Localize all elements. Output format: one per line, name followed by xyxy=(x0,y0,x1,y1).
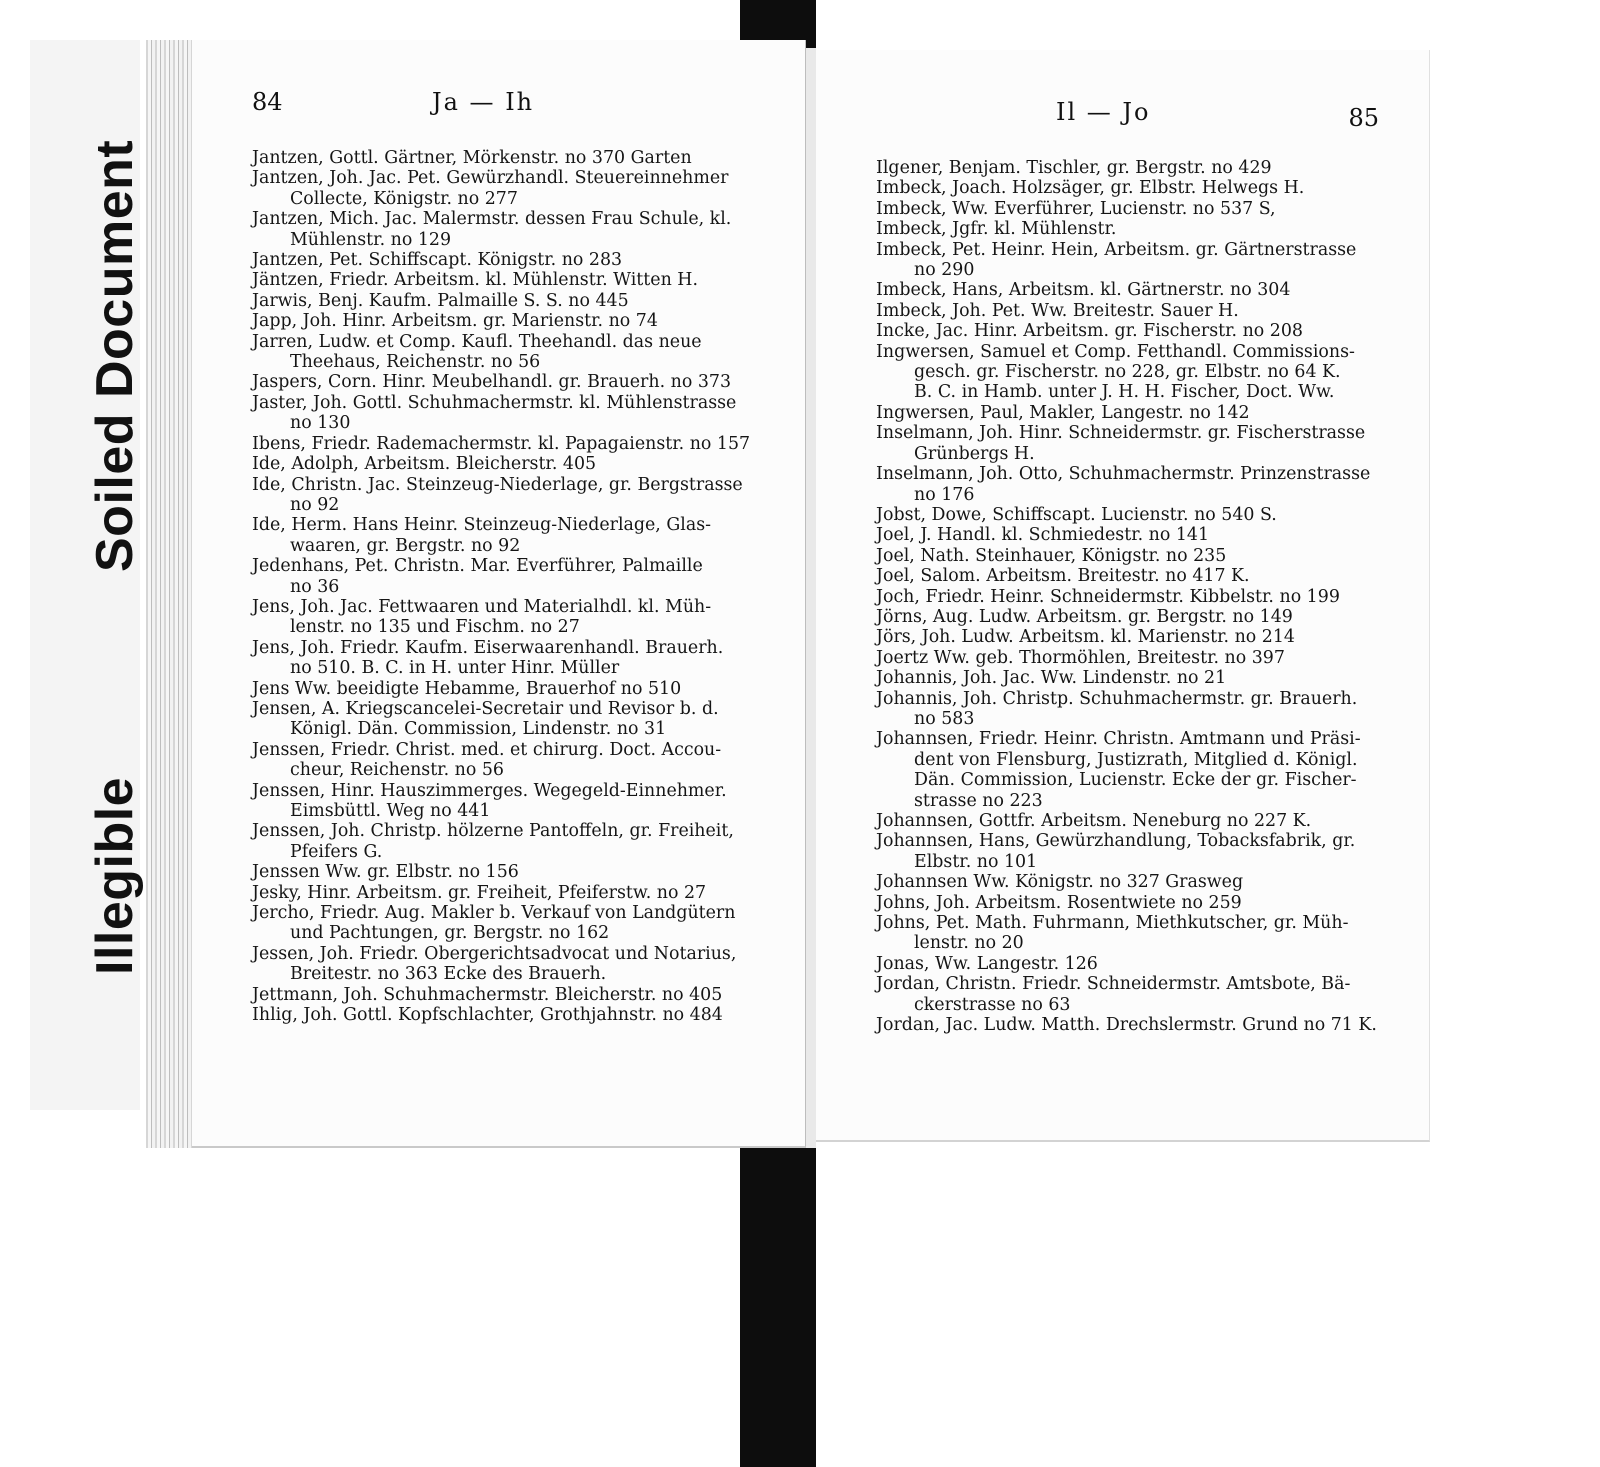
directory-entry xyxy=(876,974,1376,1015)
entry-line: Jercho, Friedr. Aug. Makler b. Verkauf von Landgütern xyxy=(252,903,736,924)
directory-entry xyxy=(876,199,1376,219)
entry-line: Jantzen, Pet. Schiffscapt. Königstr. no 283 xyxy=(252,250,623,271)
directory-entry xyxy=(252,454,752,474)
directory-entry xyxy=(252,311,752,331)
directory-entry xyxy=(252,679,752,699)
directory-entry xyxy=(252,1005,752,1025)
entry-line: Ilgener, Benjam. Tischler, gr. Bergstr. no 429 xyxy=(876,158,1272,178)
entry-line: Incke, Jac. Hinr. Arbeitsm. gr. Fischerstr. no 208 xyxy=(876,321,1303,342)
entry-line: Jenssen, Joh. Christp. hölzerne Pantoffeln, gr. Freiheit, xyxy=(252,821,734,842)
entry-continuation: ckerstrasse no 63 xyxy=(914,994,1071,1015)
directory-entry xyxy=(252,393,752,434)
page-range: Il — Jo xyxy=(1056,98,1151,126)
entry-line: Johns, Pet. Math. Fuhrmann, Miethkutscher, gr. Müh- xyxy=(876,913,1349,934)
directory-entries xyxy=(876,158,1376,1035)
page-range: Ja — Ih xyxy=(432,88,535,116)
entry-line: Inselmann, Joh. Hinr. Schneidermstr. gr. Fischerstrasse xyxy=(876,423,1366,444)
directory-entry xyxy=(876,525,1376,545)
entry-line: Japp, Joh. Hinr. Arbeitsm. gr. Marienstr. no 74 xyxy=(252,311,658,332)
directory-entry xyxy=(876,1015,1376,1035)
entry-line: Jordan, Christn. Friedr. Schneidermstr. Amtsbote, Bä- xyxy=(876,974,1351,995)
directory-entry xyxy=(252,985,752,1005)
entry-continuation: Pfeifers G. xyxy=(290,841,383,862)
entry-continuation: no 510. B. C. in H. unter Hinr. Müller xyxy=(290,658,620,679)
entry-line: Jaster, Joh. Gottl. Schuhmachermstr. kl. Mühlenstrasse xyxy=(252,392,737,413)
entry-line: Ibens, Friedr. Rademachermstr. kl. Papagaienstr. no 157 xyxy=(252,433,751,454)
directory-entry xyxy=(876,893,1376,913)
entry-line: Jobst, Dowe, Schiffscapt. Lucienstr. no 540 S. xyxy=(876,504,1277,525)
directory-entry xyxy=(252,781,752,822)
entry-continuation: strasse no 223 xyxy=(914,790,1043,811)
entry-line: Joch, Friedr. Heinr. Schneidermstr. Kibbelstr. no 199 xyxy=(876,586,1340,607)
directory-entry xyxy=(876,178,1376,198)
entry-continuation: Königl. Dän. Commission, Lindenstr. no 31 xyxy=(290,719,667,740)
directory-entry xyxy=(252,903,752,944)
directory-entry xyxy=(876,301,1376,321)
entry-line: Jens Ww. beeidigte Hebamme, Brauerhof no 510 xyxy=(252,678,682,699)
entry-line: Jäntzen, Friedr. Arbeitsm. kl. Mühlenstr. Witten H. xyxy=(252,270,698,291)
directory-entry xyxy=(252,270,752,290)
directory-entry xyxy=(252,699,752,740)
entry-line: Joertz Ww. geb. Thormöhlen, Breitestr. no 397 xyxy=(876,647,1285,668)
entry-line: Jessen, Joh. Friedr. Obergerichtsadvocat und Notarius, xyxy=(252,943,737,964)
entry-line: Jettmann, Joh. Schuhmachermstr. Bleicherstr. no 405 xyxy=(252,984,723,1005)
directory-entry xyxy=(876,648,1376,668)
directory-entry xyxy=(252,515,752,556)
directory-entry xyxy=(876,240,1376,281)
directory-entry xyxy=(252,434,752,454)
entry-line: Jesky, Hinr. Arbeitsm. gr. Freiheit, Pfeiferstw. no 27 xyxy=(252,882,707,903)
entry-continuation: Dän. Commission, Lucienstr. Ecke der gr. Fischer- xyxy=(914,770,1357,791)
entry-continuation: lenstr. no 135 und Fischm. no 27 xyxy=(290,617,580,638)
entry-line: Ide, Herm. Hans Heinr. Steinzeug-Niederlage, Glas- xyxy=(252,515,711,536)
entry-continuation: dent von Flensburg, Justizrath, Mitglied d. Königl. xyxy=(914,749,1358,770)
directory-entry xyxy=(876,607,1376,627)
directory-entry xyxy=(876,342,1376,403)
directory-entry xyxy=(876,913,1376,954)
directory-entry xyxy=(252,821,752,862)
directory-entry xyxy=(252,638,752,679)
entry-line: Imbeck, Ww. Everführer, Lucienstr. no 537 S, xyxy=(876,198,1276,219)
entry-line: Ingwersen, Samuel et Comp. Fetthandl. Commissions- xyxy=(876,341,1355,362)
directory-entry xyxy=(876,627,1376,647)
illegible-stamp: Illegible xyxy=(86,776,144,975)
entry-line: Imbeck, Joach. Holzsäger, gr. Elbstr. Helwegs H. xyxy=(876,178,1305,199)
left-page xyxy=(192,40,806,1148)
entry-line: Jenssen Ww. gr. Elbstr. no 156 xyxy=(252,862,519,883)
directory-entry xyxy=(876,158,1376,178)
left-page-header xyxy=(192,88,805,128)
directory-entry xyxy=(876,321,1376,341)
directory-entry xyxy=(876,566,1376,586)
entry-continuation: Collecte, Königstr. no 277 xyxy=(290,188,518,209)
directory-entry xyxy=(876,689,1376,730)
soiled-document-stamp: Soiled Document xyxy=(86,139,144,572)
directory-entry xyxy=(876,668,1376,688)
entry-line: Imbeck, Joh. Pet. Ww. Breitestr. Sauer H. xyxy=(876,300,1239,321)
directory-entry xyxy=(876,729,1376,811)
entry-line: Ingwersen, Paul, Makler, Langestr. no 142 xyxy=(876,402,1250,423)
entry-line: Jörns, Aug. Ludw. Arbeitsm. gr. Bergstr. no 149 xyxy=(876,606,1293,627)
entry-continuation: no 176 xyxy=(914,484,975,505)
entry-continuation: cheur, Reichenstr. no 56 xyxy=(290,760,504,781)
entry-line: Jordan, Jac. Ludw. Matth. Drechslermstr. Grund no 71 K. xyxy=(876,1015,1377,1036)
entry-line: Johannsen Ww. Königstr. no 327 Grasweg xyxy=(876,872,1244,893)
right-page-header xyxy=(816,98,1429,138)
entry-continuation: lenstr. no 20 xyxy=(914,933,1024,954)
entry-continuation: B. C. in Hamb. unter J. H. H. Fischer, Doct. Ww. xyxy=(914,382,1335,403)
directory-entry xyxy=(876,872,1376,892)
directory-entry xyxy=(252,862,752,882)
directory-entry xyxy=(876,546,1376,566)
entry-line: Joel, Salom. Arbeitsm. Breitestr. no 417 K. xyxy=(876,566,1250,587)
directory-entry xyxy=(876,464,1376,505)
page-edges xyxy=(146,40,196,1148)
directory-entry xyxy=(252,291,752,311)
directory-entry xyxy=(252,332,752,373)
entry-continuation: gesch. gr. Fischerstr. no 228, gr. Elbstr. no 64 K. xyxy=(914,362,1341,383)
directory-entry xyxy=(252,372,752,392)
entry-continuation: Eimsbüttl. Weg no 441 xyxy=(290,801,491,821)
directory-entry xyxy=(876,954,1376,974)
directory-entry xyxy=(876,423,1376,464)
entry-line: Jensen, A. Kriegscancelei-Secretair und Revisor b. d. xyxy=(252,698,719,719)
directory-entry xyxy=(252,740,752,781)
directory-entry xyxy=(876,587,1376,607)
entry-line: Jarwis, Benj. Kaufm. Palmaille S. S. no 445 xyxy=(252,290,629,311)
entry-line: Jens, Joh. Friedr. Kaufm. Eiserwaarenhandl. Brauerh. xyxy=(252,637,724,658)
entry-continuation: Mühlenstr. no 129 xyxy=(290,229,452,250)
directory-entry xyxy=(876,505,1376,525)
entry-continuation: Breitestr. no 363 Ecke des Brauerh. xyxy=(290,964,607,985)
entry-line: Johannis, Joh. Christp. Schuhmachermstr. gr. Brauerh. xyxy=(876,688,1358,709)
page-number: 85 xyxy=(1348,104,1379,132)
entry-continuation: Elbstr. no 101 xyxy=(914,851,1038,872)
entry-line: Jantzen, Joh. Jac. Pet. Gewürzhandl. Steuereinnehmer xyxy=(252,168,729,189)
entry-line: Jens, Joh. Jac. Fettwaaren und Materialhdl. kl. Müh- xyxy=(252,596,712,617)
directory-entry xyxy=(252,944,752,985)
entry-line: Imbeck, Hans, Arbeitsm. kl. Gärtnerstr. no 304 xyxy=(876,280,1291,301)
entry-line: Ide, Adolph, Arbeitsm. Bleicherstr. 405 xyxy=(252,454,597,475)
entry-line: Jonas, Ww. Langestr. 126 xyxy=(876,953,1098,974)
entry-continuation: und Pachtungen, gr. Bergstr. no 162 xyxy=(290,923,610,944)
directory-entry xyxy=(252,883,752,903)
directory-entries xyxy=(252,148,752,1025)
entry-line: Jaspers, Corn. Hinr. Meubelhandl. gr. Brauerh. no 373 xyxy=(252,372,732,393)
entry-line: Inselmann, Joh. Otto, Schuhmachermstr. Prinzenstrasse xyxy=(876,464,1371,485)
directory-entry xyxy=(252,597,752,638)
entry-line: Imbeck, Jgfr. kl. Mühlenstr. xyxy=(876,219,1117,240)
entry-line: Johannsen, Hans, Gewürzhandlung, Tobacksfabrik, gr. xyxy=(876,831,1356,852)
directory-entry xyxy=(252,209,752,250)
entry-line: Johannis, Joh. Jac. Ww. Lindenstr. no 21 xyxy=(876,668,1227,689)
directory-entry xyxy=(252,148,752,168)
directory-entry xyxy=(876,831,1376,872)
directory-entry xyxy=(876,219,1376,239)
directory-entry xyxy=(252,475,752,516)
entry-line: Jantzen, Gottl. Gärtner, Mörkenstr. no 370 Garten xyxy=(252,148,692,168)
entry-continuation: waaren, gr. Bergstr. no 92 xyxy=(290,535,521,556)
entry-continuation: no 130 xyxy=(290,413,351,434)
directory-entry xyxy=(876,403,1376,423)
entry-line: Imbeck, Pet. Heinr. Hein, Arbeitsm. gr. Gärtnerstrasse xyxy=(876,239,1357,260)
entry-continuation: no 92 xyxy=(290,494,340,515)
entry-line: Ide, Christn. Jac. Steinzeug-Niederlage, gr. Bergstrasse xyxy=(252,474,743,495)
entry-continuation: no 36 xyxy=(290,576,340,597)
entry-line: Johns, Joh. Arbeitsm. Rosentwiete no 259 xyxy=(876,892,1242,913)
right-page xyxy=(816,50,1430,1142)
entry-line: Johannsen, Gottfr. Arbeitsm. Neneburg no 227 K. xyxy=(876,811,1312,831)
entry-line: Jenssen, Friedr. Christ. med. et chirurg. Doct. Accou- xyxy=(252,739,722,760)
entry-line: Jenssen, Hinr. Hauszimmerges. Wegegeld-Einnehmer. xyxy=(252,780,727,801)
entry-line: Jedenhans, Pet. Christn. Mar. Everführer, Palmaille xyxy=(252,556,703,577)
directory-entry xyxy=(252,556,752,597)
entry-line: Ihlig, Joh. Gottl. Kopfschlachter, Grothjahnstr. no 484 xyxy=(252,1005,723,1026)
entry-line: Joel, J. Handl. kl. Schmiedestr. no 141 xyxy=(876,525,1210,546)
entry-line: Johannsen, Friedr. Heinr. Christn. Amtmann und Präsi- xyxy=(876,729,1361,750)
entry-continuation: Grünbergs H. xyxy=(914,443,1035,464)
directory-entry xyxy=(252,250,752,270)
entry-continuation: no 583 xyxy=(914,708,975,729)
entry-line: Jarren, Ludw. et Comp. Kaufl. Theehandl. das neue xyxy=(252,331,702,352)
directory-entry xyxy=(252,168,752,209)
entry-line: Joel, Nath. Steinhauer, Königstr. no 235 xyxy=(876,545,1227,566)
entry-line: Jantzen, Mich. Jac. Malermstr. dessen Frau Schule, kl. xyxy=(252,209,732,230)
entry-continuation: no 290 xyxy=(914,260,975,281)
entry-continuation: Theehaus, Reichenstr. no 56 xyxy=(290,352,541,373)
entry-line: Jörs, Joh. Ludw. Arbeitsm. kl. Marienstr. no 214 xyxy=(876,627,1295,648)
directory-entry xyxy=(876,280,1376,300)
directory-entry xyxy=(876,811,1376,831)
page-number: 84 xyxy=(252,88,283,116)
